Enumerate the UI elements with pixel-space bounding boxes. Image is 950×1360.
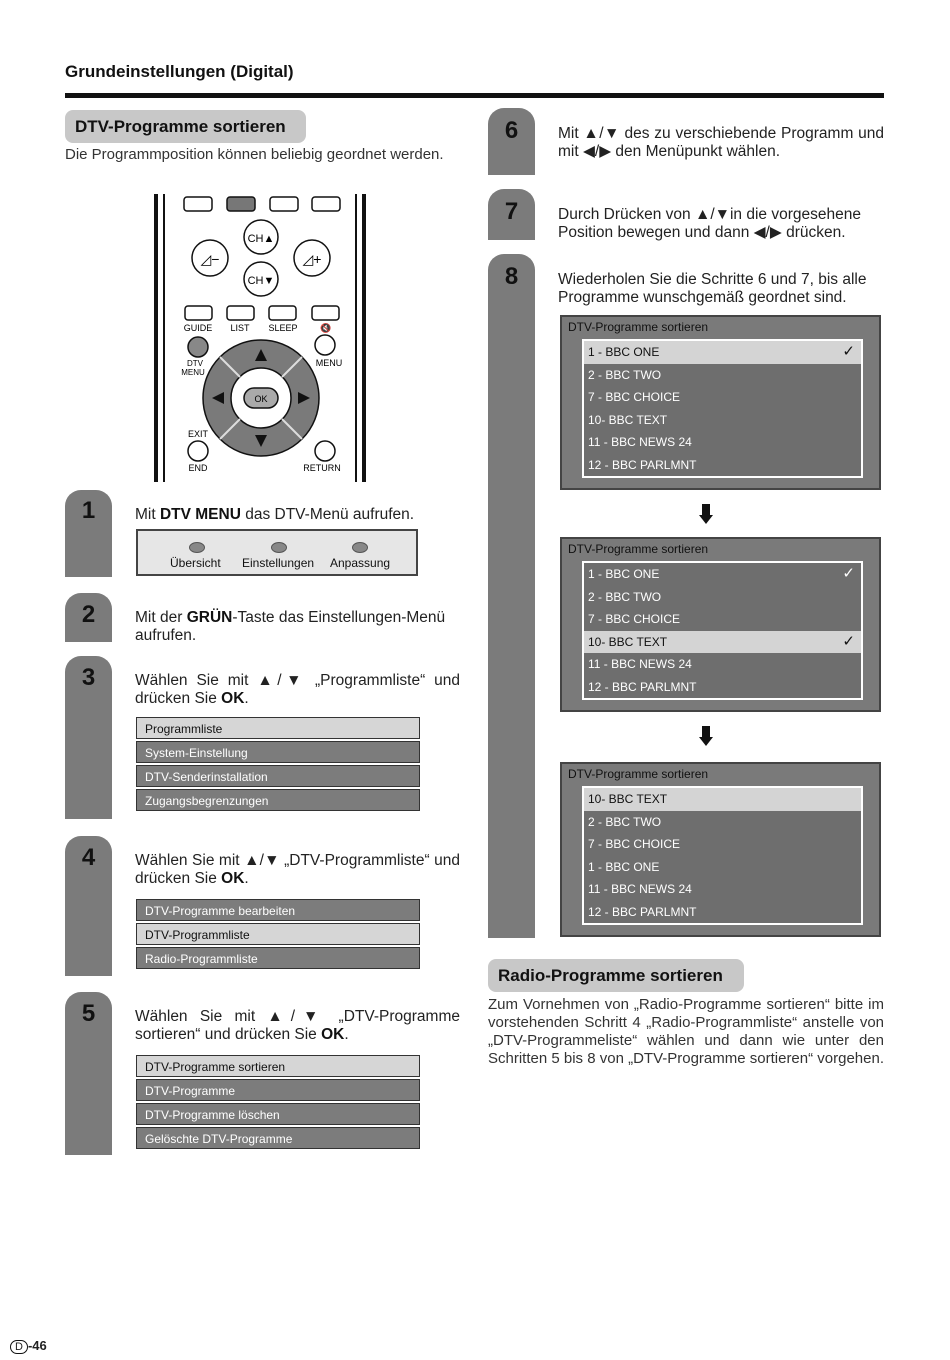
tv3-item[interactable]: 7 - BBC CHOICE	[588, 837, 681, 851]
menu-item-access[interactable]: Zugangsbegrenzungen	[136, 789, 420, 811]
tv2-item[interactable]: 1 - BBC ONE ✓	[584, 563, 861, 586]
tv-screen-1-title: DTV-Programme sortieren	[568, 320, 709, 334]
blue-button	[312, 197, 340, 211]
tv1-item[interactable]: 11 - BBC NEWS 24	[588, 435, 692, 449]
tv-screen-3-title: DTV-Programme sortieren	[568, 767, 709, 781]
dtv-label: DTV	[187, 359, 203, 368]
step-1-text: Mit DTV MENU das DTV-Menü aufrufen.	[135, 506, 415, 523]
step-5-text: Wählen Sie mit ▲/▼ „DTV-Programme sortieren“ und drücken Sie OK.	[135, 1008, 460, 1043]
return-label: RETURN	[303, 463, 341, 473]
function-adjustment[interactable]: Anpassung	[330, 556, 391, 570]
dtv-menu-label: MENU	[181, 368, 205, 377]
ch-up-label: CH▲	[247, 233, 275, 245]
step-6-number: 6	[504, 117, 519, 144]
green-button	[227, 197, 255, 211]
tv2-item[interactable]: 2 - BBC TWO	[588, 589, 662, 604]
step-2-number: 2	[81, 601, 96, 628]
tv-screen-3-list	[582, 786, 863, 925]
step-8-text: Wiederholen Sie die Schritte 6 und 7, bis alle Programme wunschgemäß geordnet sind.	[558, 271, 867, 306]
tv2-item[interactable]: 12 - BBC PARLMNT	[588, 679, 697, 694]
exit-label: EXIT	[187, 429, 209, 439]
menu-item-sort[interactable]: DTV-Programme sortieren	[136, 1055, 420, 1077]
step-8-number: 8	[504, 263, 519, 290]
tv-screen-2	[560, 537, 881, 712]
menu-item-edit[interactable]: DTV-Programme bearbeiten	[136, 899, 420, 921]
tv3-item[interactable]: 10- BBC TEXT	[584, 788, 861, 811]
tv-screen-2-list	[582, 561, 863, 700]
down-arrow-icon	[699, 504, 713, 524]
ok-label: OK	[254, 394, 268, 404]
step-4-text: Wählen Sie mit ▲/▼ „DTV-Programmliste“ und drücken Sie OK.	[135, 852, 460, 887]
mute-icon: 🔇	[320, 324, 332, 334]
section-title-dtv-sort: DTV-Programme sortieren	[65, 110, 306, 143]
volume-up-label: ◿+	[302, 251, 322, 267]
step-3-text: Wählen Sie mit ▲/▼ „Programmliste“ und drücken Sie OK.	[135, 672, 460, 707]
menu-step5	[136, 1055, 420, 1151]
step-1-number: 1	[81, 497, 96, 524]
step-7-text: Durch Drücken von ▲/▼in die vorgesehene Position bewegen und dann ◀/▶ drücken.	[558, 206, 861, 241]
end-label: END	[188, 463, 208, 473]
guide-label: GUIDE	[183, 323, 213, 333]
region-badge: D	[10, 1340, 28, 1354]
tv-screen-1	[560, 315, 881, 490]
menu-item-delete[interactable]: DTV-Programme löschen	[136, 1103, 420, 1125]
step-5-number: 5	[81, 1000, 96, 1027]
tv-screen-3	[560, 762, 881, 937]
check-icon: ✓	[842, 343, 855, 360]
step-2-text: Mit der GRÜN-Taste das Einstellungen-Menü aufrufen.	[135, 609, 446, 644]
tv2-item[interactable]: 7 - BBC CHOICE	[588, 612, 681, 626]
dtv-menu-button	[188, 337, 208, 357]
check-icon: ✓	[842, 632, 855, 650]
step-6-text: Mit ▲/▼ des zu verschiebende Programm und mit ◀/▶ den Menüpunkt wählen.	[558, 125, 884, 160]
tv3-item[interactable]: 11 - BBC NEWS 24	[588, 882, 692, 896]
red-button	[184, 197, 212, 211]
list-label: LIST	[230, 323, 250, 333]
page-number: -46	[27, 1338, 47, 1353]
check-icon: ✓	[842, 565, 855, 582]
section-radio-text: Zum Vornehmen von „Radio-Programme sortieren“ bitte im vorstehenden Schritt 4 „Radio-Programmliste“ anstelle von „DTV-Programmeliste“ wählen und dann wie unter den Schritten 5 bis 8 von „DTV-Programme sortieren“ vorgehen.	[488, 996, 884, 1067]
tv1-item[interactable]: 12 - BBC PARLMNT	[588, 457, 697, 472]
tv2-item[interactable]: 11 - BBC NEWS 24	[588, 657, 692, 671]
section-intro: Die Programmposition können beliebig geordnet werden.	[65, 146, 444, 163]
section-title-radio-sort: Radio-Programme sortieren	[488, 959, 744, 992]
yellow-dot-icon	[352, 542, 368, 553]
step-3-number: 3	[81, 664, 96, 691]
menu-item-programs[interactable]: DTV-Programme	[136, 1079, 420, 1101]
page-footer	[10, 1338, 47, 1354]
step-7-number: 7	[504, 198, 519, 225]
function-overview[interactable]: Übersicht	[170, 556, 221, 570]
menu-item-dtv-list[interactable]: DTV-Programmliste	[136, 923, 420, 945]
tv3-item[interactable]: 2 - BBC TWO	[588, 814, 662, 829]
tv1-item[interactable]: 1 - BBC ONE ✓	[584, 341, 861, 364]
yellow-button	[270, 197, 298, 211]
volume-down-label: ◿−	[200, 251, 220, 267]
tv3-item[interactable]: 12 - BBC PARLMNT	[588, 904, 697, 919]
menu-item-deleted[interactable]: Gelöschte DTV-Programme	[136, 1127, 420, 1149]
menu-item-installation[interactable]: DTV-Senderinstallation	[136, 765, 420, 787]
function-bar	[136, 529, 418, 576]
remote-control-illustration	[150, 190, 370, 486]
green-dot-icon	[271, 542, 287, 553]
menu-step3	[136, 717, 420, 813]
tv1-item[interactable]: 10- BBC TEXT	[588, 412, 668, 427]
tv-screen-2-title: DTV-Programme sortieren	[568, 542, 709, 556]
menu-label: MENU	[315, 358, 343, 368]
menu-item-programmliste[interactable]: Programmliste	[136, 717, 420, 739]
ch-down-label: CH▼	[247, 275, 275, 287]
step-4-number: 4	[81, 844, 96, 871]
menu-item-system[interactable]: System-Einstellung	[136, 741, 420, 763]
tv1-item[interactable]: 7 - BBC CHOICE	[588, 390, 681, 404]
sleep-label: SLEEP	[268, 323, 298, 333]
menu-item-radio-list[interactable]: Radio-Programmliste	[136, 947, 420, 969]
tv-screen-1-list	[582, 339, 863, 478]
menu-step4	[136, 899, 420, 971]
tv2-item[interactable]: 10- BBC TEXT ✓	[584, 631, 861, 654]
red-dot-icon	[189, 542, 205, 553]
step-8-bar	[488, 254, 535, 938]
down-arrow-icon	[699, 726, 713, 746]
page-header-title: Grundeinstellungen (Digital)	[65, 62, 294, 81]
tv3-item[interactable]: 1 - BBC ONE	[588, 859, 660, 874]
function-settings[interactable]: Einstellungen	[242, 556, 315, 570]
header-rule	[65, 93, 884, 98]
tv1-item[interactable]: 2 - BBC TWO	[588, 367, 662, 382]
